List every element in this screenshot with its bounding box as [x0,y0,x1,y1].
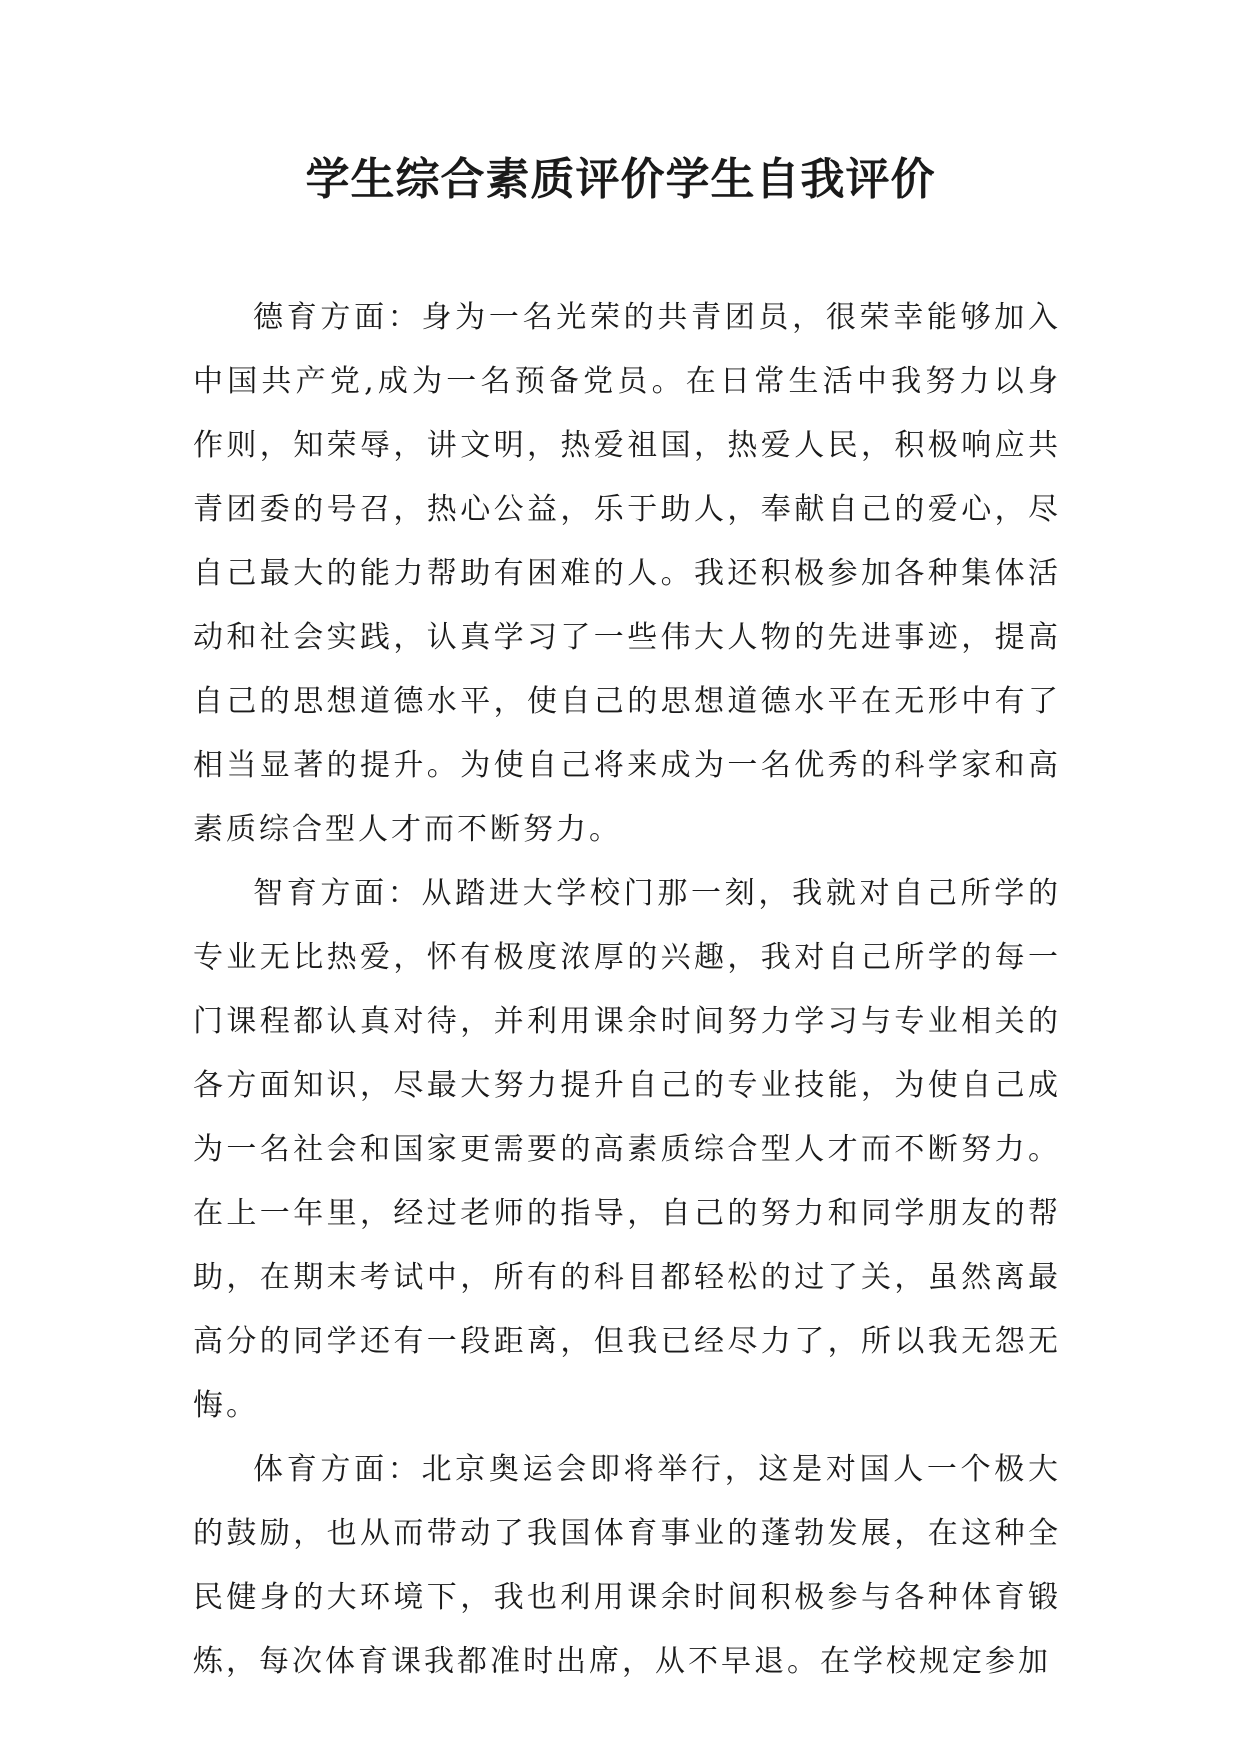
document-body [193,286,1061,1694]
document-title: 学生综合素质评价学生自我评价 [305,154,936,205]
paragraph-physical-education: 体育方面：北京奥运会即将举行，这是对国人一个极大的鼓励，也从而带动了我国体育事业的蓬勃发展，在这种全民健身的大环境下，我也利用课余时间积极参与各种体育锻炼，每次体育课我都准时出席，从不早退。在学校规定参加 [193,1452,1061,1679]
paragraph-intellectual-education: 智育方面：从踏进大学校门那一刻，我就对自己所学的专业无比热爱，怀有极度浓厚的兴趣，我对自己所学的每一门课程都认真对待，并利用课余时间努力学习与专业相关的各方面知识，尽最大努力提升自己的专业技能，为使自己成为一名社会和国家更需要的高素质综合型人才而不断努力。在上一年里，经过老师的指导，自己的努力和同学朋友的帮助，在期末考试中，所有的科目都轻松的过了关，虽然离最高分的同学还有一段距离，但我已经尽力了，所以我无怨无悔。 [193,876,1061,1423]
paragraph-moral-education: 德育方面：身为一名光荣的共青团员，很荣幸能够加入中国共产党,成为一名预备党员。在日常生活中我努力以身作则，知荣辱，讲文明，热爱祖国，热爱人民，积极响应共青团委的号召，热心公益，乐于助人，奉献自己的爱心，尽自己最大的能力帮助有困难的人。我还积极参加各种集体活动和社会实践，认真学习了一些伟大人物的先进事迹，提高自己的思想道德水平，使自己的思想道德水平在无形中有了相当显著的提升。为使自己将来成为一名优秀的科学家和高素质综合型人才而不断努力。 [193,300,1061,847]
